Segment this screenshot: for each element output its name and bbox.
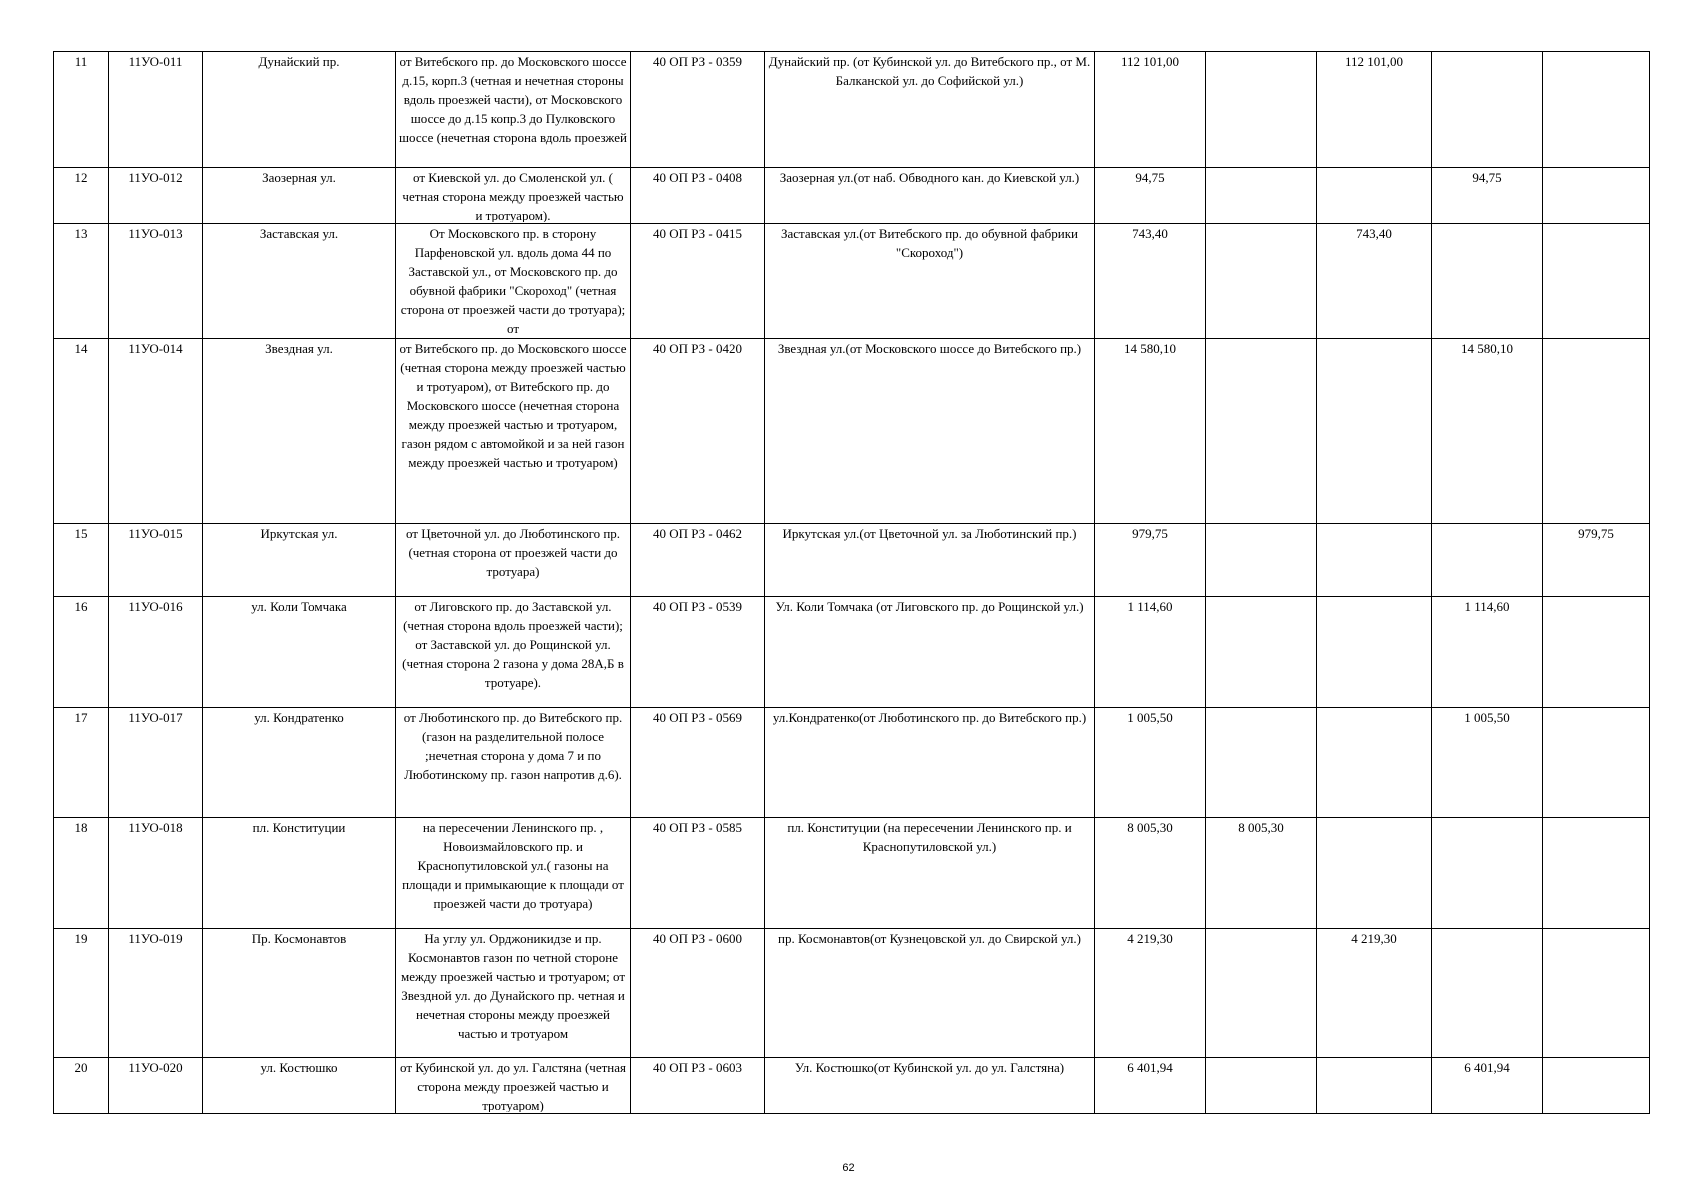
road-name-cell	[765, 168, 1095, 224]
total-area-cell	[1095, 168, 1206, 224]
road-id-cell	[631, 597, 765, 708]
table-row	[54, 52, 1650, 168]
table-row	[54, 929, 1650, 1058]
road-id-cell-text: 40 ОП РЗ - 0585	[652, 820, 742, 835]
area-column-2-cell	[1317, 597, 1432, 708]
street-name-cell	[203, 1058, 396, 1114]
table-row	[54, 224, 1650, 339]
area-column-1-cell-text: 8 005,30	[1238, 820, 1284, 835]
road-name-cell-text: пр. Космонавтов(от Кузнецовской ул. до Свирской ул.)	[778, 931, 1081, 946]
row-number-cell-text: 15	[74, 526, 88, 541]
street-name-cell	[203, 52, 396, 168]
street-name-cell	[203, 929, 396, 1058]
object-code-cell	[109, 708, 203, 818]
road-id-cell	[631, 708, 765, 818]
road-name-cell-text: пл. Конституции (на пересечении Ленинского пр. и Краснопутиловской ул.)	[787, 820, 1072, 854]
road-id-cell	[631, 524, 765, 597]
object-code-cell-text: 11УО-016	[128, 599, 183, 614]
area-column-3-cell-text: 6 401,94	[1464, 1060, 1510, 1075]
area-column-2-cell-text: 112 101,00	[1344, 54, 1404, 69]
object-code-cell-text: 11УО-014	[128, 341, 183, 356]
area-column-3-cell	[1432, 1058, 1543, 1114]
road-id-cell	[631, 929, 765, 1058]
area-column-2-cell	[1317, 168, 1432, 224]
road-name-cell	[765, 597, 1095, 708]
location-description-cell-text: на пересечении Ленинского пр. , Новоизмайловского пр. и Краснопутиловской ул.( газоны на площади и примыкающие к площади от проезжей части до тротуара)	[402, 820, 624, 911]
row-number-cell-text: 13	[74, 226, 88, 241]
total-area-cell-text: 8 005,30	[1127, 820, 1173, 835]
area-column-2-cell	[1317, 224, 1432, 339]
total-area-cell	[1095, 52, 1206, 168]
row-number-cell-text: 17	[74, 710, 88, 725]
area-column-2-cell	[1317, 708, 1432, 818]
road-name-cell	[765, 708, 1095, 818]
area-column-3-cell	[1432, 52, 1543, 168]
object-code-cell	[109, 1058, 203, 1114]
area-column-4-cell	[1543, 524, 1650, 597]
row-number-cell-text: 20	[74, 1060, 88, 1075]
total-area-cell-text: 4 219,30	[1127, 931, 1173, 946]
location-description-cell	[396, 597, 631, 708]
road-name-cell	[765, 339, 1095, 524]
total-area-cell	[1095, 224, 1206, 339]
street-name-cell	[203, 168, 396, 224]
object-code-cell	[109, 929, 203, 1058]
location-description-cell-text: от Киевской ул. до Смоленской ул. ( четная сторона между проезжей частью и тротуаром).	[402, 170, 624, 222]
table-row	[54, 597, 1650, 708]
area-column-2-cell	[1317, 52, 1432, 168]
location-description-cell	[396, 224, 631, 339]
total-area-cell	[1095, 1058, 1206, 1114]
area-column-4-cell	[1543, 597, 1650, 708]
table-row	[54, 168, 1650, 224]
area-column-1-cell	[1206, 597, 1317, 708]
total-area-cell	[1095, 597, 1206, 708]
area-column-2-cell	[1317, 929, 1432, 1058]
area-column-2-cell-text: 743,40	[1356, 226, 1392, 241]
road-name-cell	[765, 524, 1095, 597]
row-number-cell	[54, 339, 109, 524]
area-column-4-cell	[1543, 708, 1650, 818]
area-column-4-cell	[1543, 1058, 1650, 1114]
row-number-cell	[54, 224, 109, 339]
road-name-cell-text: Звездная ул.(от Московского шоссе до Витебского пр.)	[777, 341, 1082, 356]
area-column-4-cell	[1543, 929, 1650, 1058]
row-number-cell-text: 16	[74, 599, 88, 614]
area-column-3-cell	[1432, 708, 1543, 818]
street-name-cell-text: Звездная ул.	[265, 341, 333, 356]
location-description-cell-text: от Кубинской ул. до ул. Галстяна (четная сторона между проезжей частью и тротуаром)	[400, 1060, 626, 1112]
location-description-cell-text: На углу ул. Орджоникидзе и пр. Космонавтов газон по четной стороне между проезжей частью и тротуаром; от Звездной ул. до Дунайского пр. четная и нечетная стороны между проезжей частью и тротуаром	[400, 931, 626, 1041]
road-id-cell-text: 40 ОП РЗ - 0569	[652, 710, 742, 725]
street-name-cell-text: Заозерная ул.	[262, 170, 336, 185]
road-name-cell	[765, 52, 1095, 168]
row-number-cell	[54, 524, 109, 597]
area-column-2-cell-text: 4 219,30	[1351, 931, 1397, 946]
street-name-cell	[203, 224, 396, 339]
street-name-cell-text: ул. Кондратенко	[254, 710, 344, 725]
area-column-1-cell	[1206, 818, 1317, 929]
object-code-cell-text: 11УО-020	[128, 1060, 183, 1075]
road-id-cell-text: 40 ОП РЗ - 0359	[652, 54, 742, 69]
table-row	[54, 524, 1650, 597]
area-column-1-cell	[1206, 339, 1317, 524]
area-column-4-cell	[1543, 818, 1650, 929]
road-id-cell-text: 40 ОП РЗ - 0415	[652, 226, 742, 241]
area-column-2-cell	[1317, 339, 1432, 524]
row-number-cell-text: 18	[74, 820, 88, 835]
area-column-3-cell	[1432, 597, 1543, 708]
road-name-cell-text: Заставская ул.(от Витебского пр. до обувной фабрики "Скороход")	[780, 226, 1079, 260]
road-id-cell-text: 40 ОП РЗ - 0539	[652, 599, 742, 614]
road-id-cell-text: 40 ОП РЗ - 0420	[652, 341, 742, 356]
location-description-cell	[396, 52, 631, 168]
total-area-cell-text: 94,75	[1135, 170, 1165, 185]
location-description-cell-text: от Цветочной ул. до Люботинского пр. (четная сторона от проезжей части до тротуара)	[405, 526, 621, 579]
road-name-cell-text: Заозерная ул.(от наб. Обводного кан. до Киевской ул.)	[779, 170, 1080, 185]
object-code-cell-text: 11УО-017	[128, 710, 183, 725]
object-code-cell-text: 11УО-012	[128, 170, 183, 185]
road-id-cell	[631, 1058, 765, 1114]
row-number-cell-text: 12	[74, 170, 88, 185]
area-column-4-cell	[1543, 224, 1650, 339]
row-number-cell	[54, 168, 109, 224]
location-description-cell	[396, 929, 631, 1058]
row-number-cell-text: 19	[74, 931, 88, 946]
table-row	[54, 818, 1650, 929]
location-description-cell-text: от Витебского пр. до Московского шоссе д.15, корп.3 (четная и нечетная стороны вдоль проезжей части), от Московского шоссе до д.15 копр.3 до Пулковского шоссе (нечетная сторона вдоль проезжей	[399, 54, 627, 145]
object-code-cell	[109, 339, 203, 524]
row-number-cell	[54, 52, 109, 168]
area-column-1-cell	[1206, 168, 1317, 224]
location-description-cell	[396, 818, 631, 929]
area-column-4-cell	[1543, 339, 1650, 524]
table-row	[54, 339, 1650, 524]
data-table	[53, 51, 1650, 1114]
street-name-cell-text: пл. Конституции	[252, 820, 346, 835]
road-name-cell	[765, 224, 1095, 339]
object-code-cell	[109, 224, 203, 339]
road-name-cell	[765, 929, 1095, 1058]
total-area-cell-text: 6 401,94	[1127, 1060, 1173, 1075]
area-column-1-cell	[1206, 224, 1317, 339]
total-area-cell	[1095, 339, 1206, 524]
object-code-cell	[109, 52, 203, 168]
table-body	[54, 52, 1650, 1114]
table-row	[54, 1058, 1650, 1114]
area-column-1-cell	[1206, 708, 1317, 818]
total-area-cell-text: 112 101,00	[1120, 54, 1180, 69]
street-name-cell	[203, 524, 396, 597]
location-description-cell-text: От Московского пр. в сторону Парфеновской ул. вдоль дома 44 по Заставской ул., от Московского пр. до обувной фабрики "Скороход" (четная сторона от проезжей части до тротуара); от	[400, 226, 626, 336]
street-name-cell-text: Дунайский пр.	[258, 54, 340, 69]
road-name-cell-text: Дунайский пр. (от Кубинской ул. до Витебского пр., от М. Балканской ул. до Софийской ул.)	[768, 54, 1091, 88]
location-description-cell-text: от Лиговского пр. до Заставской ул. (четная сторона вдоль проезжей части); от Заставской ул. до Рощинской ул. (четная сторона 2 газона у дома 28А,Б в тротуаре).	[402, 599, 624, 690]
road-id-cell-text: 40 ОП РЗ - 0462	[652, 526, 742, 541]
road-id-cell	[631, 224, 765, 339]
road-name-cell-text: Иркутская ул.(от Цветочной ул. за Люботинский пр.)	[782, 526, 1077, 541]
total-area-cell-text: 743,40	[1132, 226, 1168, 241]
total-area-cell-text: 1 114,60	[1127, 599, 1173, 614]
object-code-cell-text: 11УО-019	[128, 931, 183, 946]
area-column-2-cell	[1317, 524, 1432, 597]
area-column-1-cell	[1206, 524, 1317, 597]
area-column-3-cell	[1432, 818, 1543, 929]
row-number-cell	[54, 708, 109, 818]
table-row	[54, 708, 1650, 818]
area-column-1-cell	[1206, 929, 1317, 1058]
location-description-cell	[396, 524, 631, 597]
object-code-cell-text: 11УО-018	[128, 820, 183, 835]
total-area-cell	[1095, 818, 1206, 929]
area-column-3-cell	[1432, 339, 1543, 524]
road-name-cell	[765, 818, 1095, 929]
location-description-cell	[396, 708, 631, 818]
object-code-cell	[109, 597, 203, 708]
area-column-3-cell	[1432, 168, 1543, 224]
road-name-cell-text: ул.Кондратенко(от Люботинского пр. до Витебского пр.)	[772, 710, 1087, 725]
road-id-cell-text: 40 ОП РЗ - 0408	[652, 170, 742, 185]
road-id-cell-text: 40 ОП РЗ - 0603	[652, 1060, 742, 1075]
total-area-cell-text: 979,75	[1132, 526, 1168, 541]
street-name-cell-text: Заставская ул.	[259, 226, 339, 241]
total-area-cell-text: 14 580,10	[1124, 341, 1176, 356]
area-column-3-cell-text: 94,75	[1472, 170, 1502, 185]
area-column-3-cell-text: 14 580,10	[1461, 341, 1513, 356]
row-number-cell	[54, 597, 109, 708]
street-name-cell-text: Иркутская ул.	[260, 526, 338, 541]
total-area-cell	[1095, 929, 1206, 1058]
location-description-cell-text: от Витебского пр. до Московского шоссе (четная сторона между проезжей частью и тротуаром), от Витебского пр. до Московского шоссе (нечетная сторона между проезжей частью и тротуаром, газон рядом с автомойкой и за ней газон между проезжей частью и тротуаром)	[399, 341, 627, 470]
area-column-4-cell	[1543, 52, 1650, 168]
object-code-cell-text: 11УО-011	[128, 54, 183, 69]
area-column-3-cell	[1432, 524, 1543, 597]
road-id-cell	[631, 52, 765, 168]
object-code-cell	[109, 524, 203, 597]
street-name-cell-text: ул. Костюшко	[260, 1060, 338, 1075]
street-name-cell-text: ул. Коли Томчака	[251, 599, 347, 614]
area-column-4-cell	[1543, 168, 1650, 224]
page-number: 62	[842, 1162, 855, 1174]
row-number-cell	[54, 818, 109, 929]
object-code-cell	[109, 168, 203, 224]
road-id-cell	[631, 339, 765, 524]
location-description-cell	[396, 339, 631, 524]
area-column-1-cell	[1206, 52, 1317, 168]
area-column-1-cell	[1206, 1058, 1317, 1114]
object-code-cell	[109, 818, 203, 929]
total-area-cell	[1095, 708, 1206, 818]
area-column-3-cell	[1432, 929, 1543, 1058]
location-description-cell	[396, 168, 631, 224]
road-name-cell-text: Ул. Коли Томчака (от Лиговского пр. до Рощинской ул.)	[775, 599, 1084, 614]
row-number-cell	[54, 1058, 109, 1114]
road-name-cell-text: Ул. Костюшко(от Кубинской ул. до ул. Галстяна)	[794, 1060, 1065, 1075]
area-column-2-cell	[1317, 818, 1432, 929]
street-name-cell	[203, 597, 396, 708]
object-code-cell-text: 11УО-015	[128, 526, 183, 541]
area-column-3-cell	[1432, 224, 1543, 339]
area-column-4-cell-text: 979,75	[1578, 526, 1614, 541]
row-number-cell-text: 11	[74, 54, 88, 69]
area-column-2-cell	[1317, 1058, 1432, 1114]
road-id-cell-text: 40 ОП РЗ - 0600	[652, 931, 742, 946]
street-name-cell	[203, 708, 396, 818]
road-id-cell	[631, 168, 765, 224]
area-column-3-cell-text: 1 005,50	[1464, 710, 1510, 725]
area-column-3-cell-text: 1 114,60	[1464, 599, 1510, 614]
street-name-cell	[203, 339, 396, 524]
road-id-cell	[631, 818, 765, 929]
road-name-cell	[765, 1058, 1095, 1114]
street-name-cell-text: Пр. Космонавтов	[251, 931, 347, 946]
total-area-cell-text: 1 005,50	[1127, 710, 1173, 725]
location-description-cell	[396, 1058, 631, 1114]
object-code-cell-text: 11УО-013	[128, 226, 183, 241]
row-number-cell-text: 14	[74, 341, 88, 356]
street-name-cell	[203, 818, 396, 929]
row-number-cell	[54, 929, 109, 1058]
total-area-cell	[1095, 524, 1206, 597]
location-description-cell-text: от Люботинского пр. до Витебского пр. (газон на разделительной полосе ;нечетная сторона у дома 7 и по Люботинскому пр. газон напротив д.6).	[403, 710, 623, 782]
